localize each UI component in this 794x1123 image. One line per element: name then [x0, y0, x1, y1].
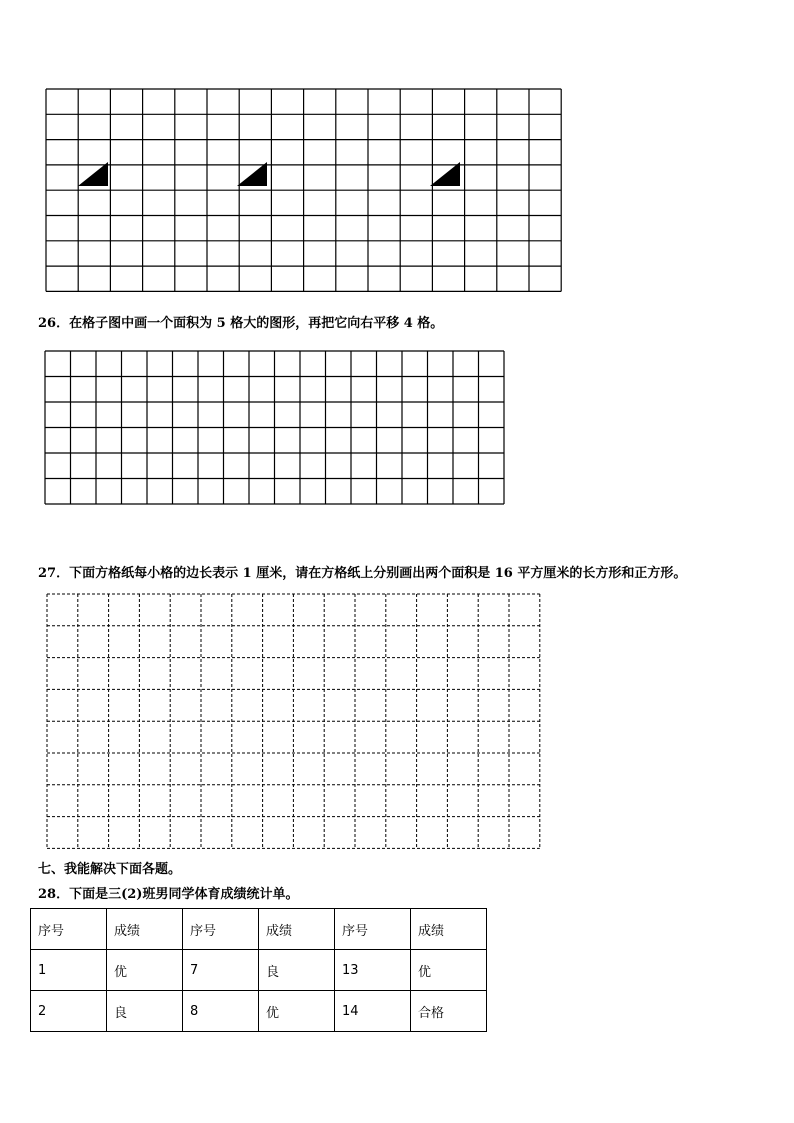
section-7-title: 七、我能解决下面各题。 [38, 862, 182, 877]
shaded-shape-3 [430, 162, 460, 186]
table-cell: 13 [335, 950, 411, 991]
table-cell: 优 [259, 991, 335, 1032]
table-cell: 7 [183, 950, 259, 991]
table-cell: 序号 [183, 909, 259, 950]
table-cell: 2 [31, 991, 107, 1032]
table-cell: 8 [183, 991, 259, 1032]
table-cell: 成绩 [107, 909, 183, 950]
question-27: 27．下面方格纸每小格的边长表示 1 厘米，请在方格纸上分别画出两个面积是 16 平方厘米的长方形和正方形。 [38, 566, 687, 581]
table-cell: 良 [259, 950, 335, 991]
table-cell: 优 [411, 950, 487, 991]
table-cell: 1 [31, 950, 107, 991]
shaded-shape-1 [78, 162, 108, 186]
table-cell: 序号 [31, 909, 107, 950]
drawing-grid-q26[interactable] [44, 350, 507, 507]
table-cell: 成绩 [411, 909, 487, 950]
table-cell: 14 [335, 991, 411, 1032]
shape-grid-with-figures [44, 88, 566, 296]
dashed-grid-q27[interactable] [46, 593, 542, 850]
table-cell: 合格 [411, 991, 487, 1032]
table-cell: 优 [107, 950, 183, 991]
table-cell: 成绩 [259, 909, 335, 950]
question-28: 28．下面是三(2)班男同学体育成绩统计单。 [38, 887, 299, 902]
question-26: 26．在格子图中画一个面积为 5 格大的图形，再把它向右平移 4 格。 [38, 316, 444, 331]
table-cell: 良 [107, 991, 183, 1032]
table-row [31, 991, 487, 1032]
shaded-shape-2 [237, 162, 267, 186]
table-cell: 序号 [335, 909, 411, 950]
score-table [30, 908, 487, 1032]
table-row [31, 950, 487, 991]
table-header-row [31, 909, 487, 950]
